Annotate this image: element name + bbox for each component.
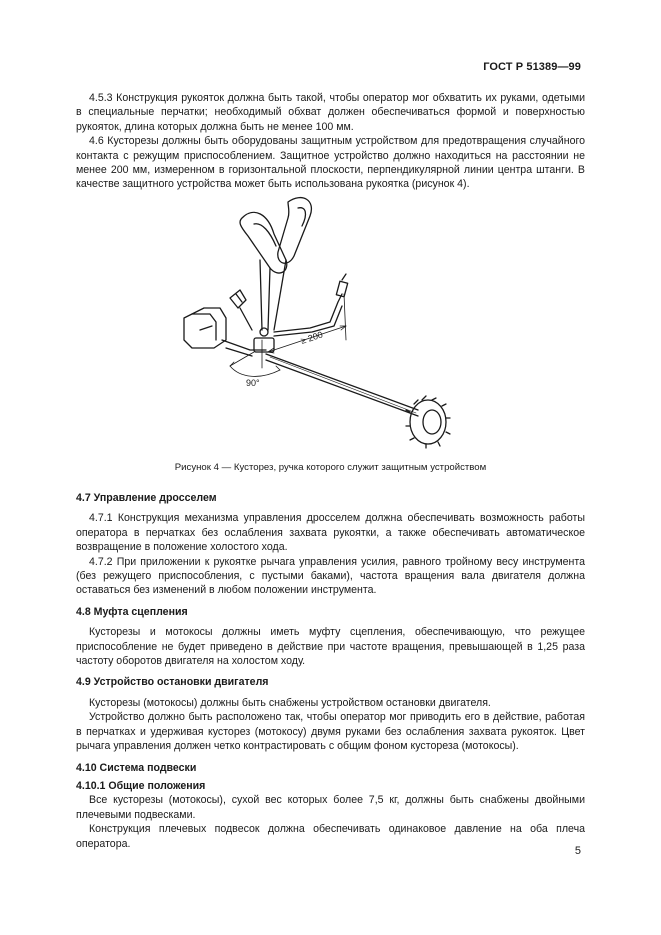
paragraph: 4.7.1 Конструкция механизма управления дросселем должна обеспечивать возможность работы оператора в перчатках без ослабления захвата рукоятки, а также обеспечивать автоматическое возвращение в положение холостого хода. <box>76 512 585 554</box>
paragraph: Кусторезы (мотокосы) должны быть снабжены устройством остановки двигателя. <box>89 696 491 709</box>
section-heading: 4.8 Муфта сцепления <box>76 605 188 618</box>
paragraph: Устройство должно быть расположено так, чтобы оператор мог приводить его в действие, работая в перчатках и удерживая кусторез (мотокосу) двумя руками без ослабления захвата рукояток. Цвет рычага управления должен четко контрастировать с общим фоном кустореза (мотокосы). <box>76 711 585 753</box>
paragraph-4-6: 4.6 Кусторезы должны быть оборудованы защитным устройством для предотвращения случайного контакта с режущим приспособлением. Защитное устройство должно находиться на расстоянии не менее 200 мм, измеренном в горизонтальной плоскости, перпендикулярной линии центра штанги. В качестве защитного устройства может быть использована рукоятка (рисунок 4). <box>76 135 585 191</box>
paragraph: Кусторезы и мотокосы должны иметь муфту сцепления, обеспечивающую, что режущее приспособление не будет приведено в действие при частоте вращения, превышающей в 1,25 раза частоту оборотов двигателя на холостом ходу. <box>76 626 585 668</box>
paragraph: 4.7.2 При приложении к рукоятке рычага управления усилия, равного тройному весу инструмента (без режущего приспособления, с пустыми баками), частота вращения вала двигателя должна оставаться без изменений в любом положении инструмента. <box>76 555 585 597</box>
paragraph: Конструкция плечевых подвесок должна обеспечивать одинаковое давление на оба плеча оператора. <box>76 823 585 850</box>
text-block-bottom <box>76 491 585 851</box>
drive-shaft <box>266 354 418 410</box>
brush-cutter-figure <box>170 190 470 458</box>
left-handle-loop <box>240 212 287 273</box>
figure-caption: Рисунок 4 — Кусторез, ручка которого служит защитным устройством <box>174 462 487 473</box>
angle-arc <box>230 366 280 376</box>
subsection-heading: 4.10.1 Общие положения <box>76 779 206 792</box>
dimension-label: ≥ 200 <box>299 329 324 346</box>
standard-header: ГОСТ Р 51389—99 <box>483 61 581 73</box>
section-heading: 4.7 Управление дросселем <box>76 492 217 504</box>
paragraph: Все кусторезы (мотокосы), сухой вес которых более 7,5 кг, должны быть снабжены двойными плечевыми подвесками. <box>76 794 585 821</box>
text-block-top <box>76 91 585 192</box>
page-number: 5 <box>574 845 581 857</box>
section-heading: 4.10 Система подвески <box>76 761 197 774</box>
paragraph-4-5-3: 4.5.3 Конструкция рукояток должна быть такой, чтобы оператор мог обхватить их руками, одетыми в специальные перчатки; необходимый обхват должен обеспечиваться формой и поверхностью рукояток, длина которых должна быть не менее 100 мм. <box>76 92 585 133</box>
throttle-grip <box>230 290 246 308</box>
angle-label: 90° <box>246 378 260 388</box>
section-heading: 4.9 Устройство остановки двигателя <box>76 676 269 689</box>
